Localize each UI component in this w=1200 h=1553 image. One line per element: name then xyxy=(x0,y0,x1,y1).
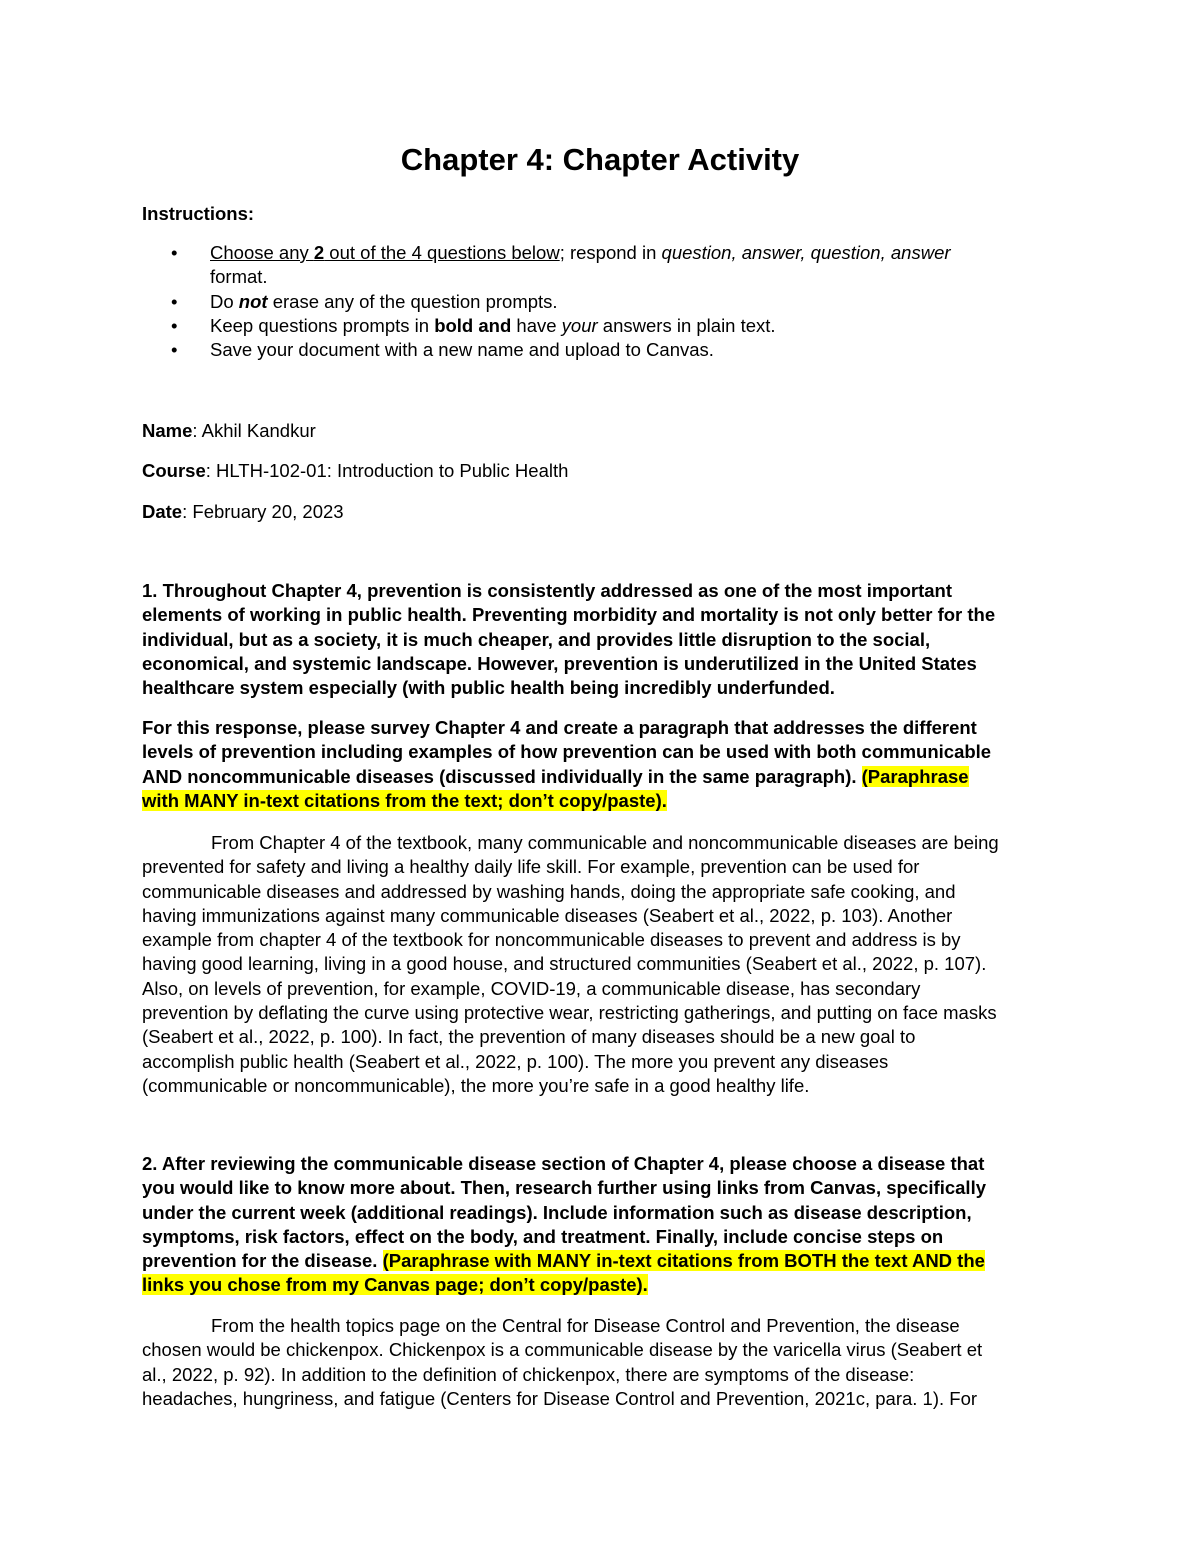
instruction-item: • Do not erase any of the question prompts. xyxy=(210,290,1040,314)
bullet-icon: • xyxy=(171,339,178,361)
document-title: Chapter 4: Chapter Activity xyxy=(400,142,800,177)
instruction-item: • Choose any 2 out of the 4 questions below; respond in question, answer, question, answer format. xyxy=(171,242,951,288)
highlighted-text: (Paraphrase with MANY in-text citations from BOTH the text AND the xyxy=(382,1250,985,1272)
bullet-icon: • xyxy=(171,242,178,263)
answer-2: From the health topics page on the Central for Disease Control and Prevention, the disease chosen would be chickenpox. Chickenpox is a communicable disease by the varicella virus (Seabert et al., 2022, p. 92). In addition to the definition of chickenpox, there are symptoms of the disease: headaches, hungriness, and fatigue (Centers for Disease Control and Prevention, 2021c, para. 1). For xyxy=(142,1315,983,1409)
course-line: Course: HLTH-102-01: Introduction to Public Health xyxy=(142,460,569,481)
question-2-prompt: 2. After reviewing the communicable disease section of Chapter 4, please choose a disease that you would like to know more about. Then, research further using links from Canvas, specifically under the current week (additional readings). Include information such as disease description, symptoms, risk factors, effect on the body, and treatment. Finally, include concise steps on prevention for the disease. (Paraphrase with MANY in-text citations from BOTH the text AND the links you chose from my Canvas page; don’t copy/paste). xyxy=(142,1153,986,1296)
instructions-label: Instructions: xyxy=(142,203,255,224)
highlighted-text: (Paraphrase xyxy=(861,765,969,787)
highlighted-text: with MANY in-text citations from the text; don’t copy/paste). xyxy=(142,789,667,811)
highlighted-text: links you chose from my Canvas page; don’t copy/paste). xyxy=(142,1274,648,1296)
answer-1: From Chapter 4 of the textbook, many communicable and noncommunicable diseases are being prevented for safety and living a healthy daily life skill. For example, prevention can be used for communicable diseases and addressed by washing hands, doing the appropriate safe cooking, and having immunizations against many communicable diseases (Seabert et al., 2022, p. 103). Another example from chapter 4 of the textbook for noncommunicable diseases to prevent and address is by having good learning, living in a good house, and structured communities (Seabert et al., 2022, p. 107). Also, on levels of prevention, for example, COVID-19, a communicable disease, has secondary prevention by deflating the curve using protective wear, restricting gatherings, and putting on face masks (Seabert et al., 2022, p. 100). In fact, the prevention of many diseases should be a new goal to accomplish public health (Seabert et al., 2022, p. 100). The more you prevent any diseases (communicable or noncommunicable), the more you’re safe in a good healthy life. xyxy=(142,832,999,1096)
instructions-list xyxy=(171,241,1040,362)
question-1-prompt: 1. Throughout Chapter 4, prevention is consistently addressed as one of the most important elements of working in public health. Preventing morbidity and mortality is not only better for the individual, but as a society, it is much cheaper, and provides little disruption to the social, economical, and systemic landscape. However, prevention is underutilized in the United States healthcare system especially (with public health being incredibly underfunded. xyxy=(142,580,996,699)
question-1-instructions: For this response, please survey Chapter 4 and create a paragraph that addresses the different levels of prevention including examples of how prevention can be used with both communicable AND noncommunicable diseases (discussed individually in the same paragraph). (Paraphrase with MANY in-text citations from the text; don’t copy/paste). xyxy=(142,717,992,811)
instruction-item: • Keep questions prompts in bold and have your answers in plain text. xyxy=(210,314,1040,338)
bullet-icon: • xyxy=(171,314,178,336)
bullet-icon: • xyxy=(171,290,178,312)
instruction-item: • Save your document with a new name and upload to Canvas. xyxy=(210,338,1040,362)
date-line: Date: February 20, 2023 xyxy=(142,501,344,522)
name-line: Name: Akhil Kandkur xyxy=(142,420,316,441)
